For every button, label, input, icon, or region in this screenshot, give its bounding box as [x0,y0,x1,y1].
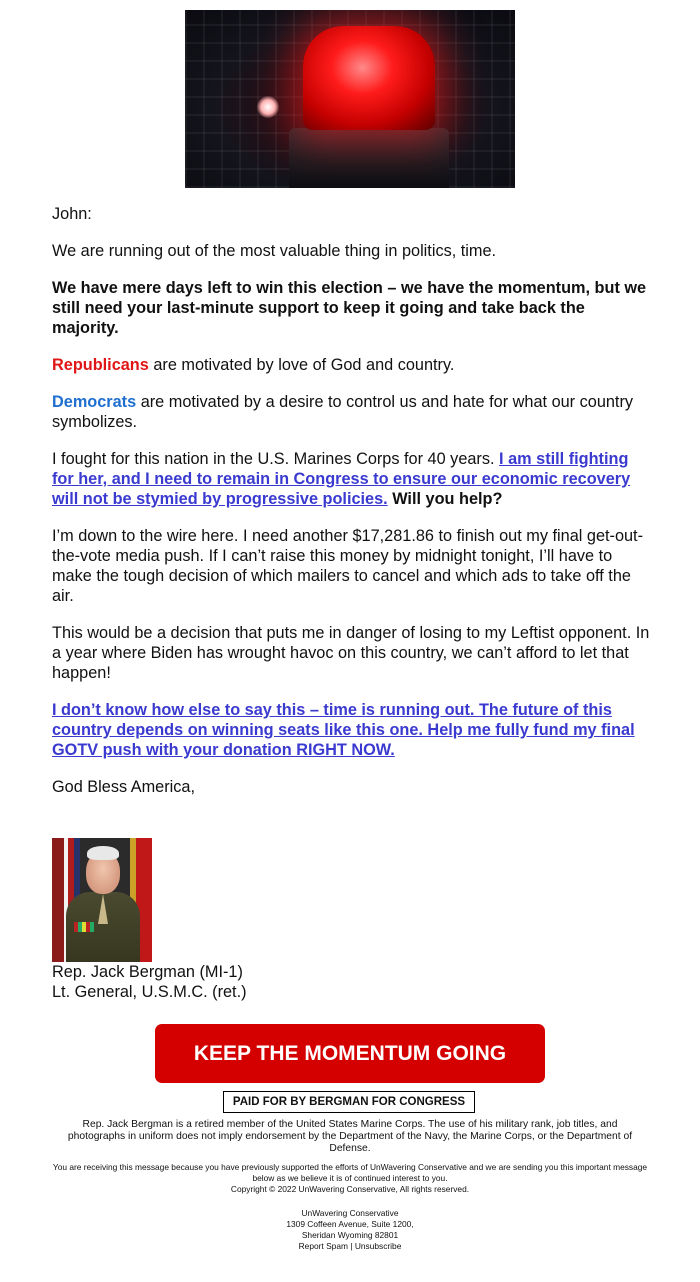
republicans-highlight: Republicans [52,356,149,374]
paragraph-2: We have mere days left to win this election – we have the momentum, but we still need your last-minute support to keep it going and take back the majority. [52,279,647,337]
footer-links [200,1241,500,1252]
portrait-hair [87,846,119,860]
footer [200,1208,500,1252]
hero-siren-image [185,10,515,188]
paragraph-4-text: are motivated by a desire to control us and hate for what our country symbolizes. [52,393,634,431]
closing: God Bless America, [52,778,195,796]
paragraph-5 [52,449,652,509]
military-disclaimer: Rep. Jack Bergman is a retired member of the United States Marine Corps. The use of his military rank, job titles, and photographs in uniform does not imply endorsement by the Department of the Navy, the Marine Corps, or the Department of Defense. [67,1119,633,1154]
siren-lamp [303,26,435,130]
signer-title: Lt. General, U.S.M.C. (ret.) [52,983,247,1001]
signature-block [52,962,247,1002]
email-body [52,204,652,797]
paragraph-5-text: I fought for this nation in the U.S. Marines Corps for 40 years. [52,450,500,468]
paragraph-3-text: are motivated by love of God and country. [148,356,455,374]
donate-link-2[interactable]: I don’t know how else to say this – time is running out. The future of this country depends on winning seats like this one. Help me fully fund my final GOTV push with your donation RIGHT NOW. [52,701,635,759]
footer-separator: | [347,1241,355,1251]
paragraph-6: I’m down to the wire here. I need another $17,281.86 to finish out my final get-out-the-vote media push. If I can’t raise this money by midnight tonight, I’ll have to make the tough decision of which mailers to cancel and which ads to take off the air. [52,527,643,605]
unsubscribe-link[interactable]: Unsubscribe [354,1241,402,1251]
footer-org: UnWavering Conservative [301,1208,399,1218]
receiving-text: You are receiving this message because you have previously supported the efforts of UnWavering Conservative and we are sending you this important message below as we believe it is of continued interest to you. [52,1162,648,1183]
receiving-notice [52,1162,648,1195]
footer-address-1: 1309 Coffeen Avenue, Suite 1200, [286,1219,414,1229]
paragraph-1: We are running out of the most valuable thing in politics, time. [52,242,497,260]
democrats-highlight: Democrats [52,393,137,411]
paragraph-8 [52,700,652,760]
greeting: John: [52,205,92,223]
donate-link-1[interactable]: I am still fighting for her, and I need to remain in Congress to ensure our economic recovery will not be stymied by progressive policies. [52,450,631,508]
paid-for-disclaimer: PAID FOR BY BERGMAN FOR CONGRESS [223,1091,475,1113]
signer-photo [52,838,152,962]
paragraph-3 [52,355,652,375]
copyright: Copyright © 2022 UnWavering Conservative, All rights reserved. [230,1184,470,1194]
keep-momentum-button[interactable]: KEEP THE MOMENTUM GOING [155,1024,545,1083]
light-glare [257,96,279,118]
signer-name: Rep. Jack Bergman (MI-1) [52,963,243,981]
medal-ribbons [74,922,94,932]
siren-base [289,128,449,188]
report-spam-link[interactable]: Report Spam [298,1241,348,1251]
paragraph-5-question: Will you help? [387,490,503,508]
footer-address-2: Sheridan Wyoming 82801 [301,1230,399,1240]
paragraph-7: This would be a decision that puts me in danger of losing to my Leftist opponent. In a year where Biden has wrought havoc on this country, we can’t afford to let that happen! [52,624,650,682]
paragraph-4 [52,392,652,432]
